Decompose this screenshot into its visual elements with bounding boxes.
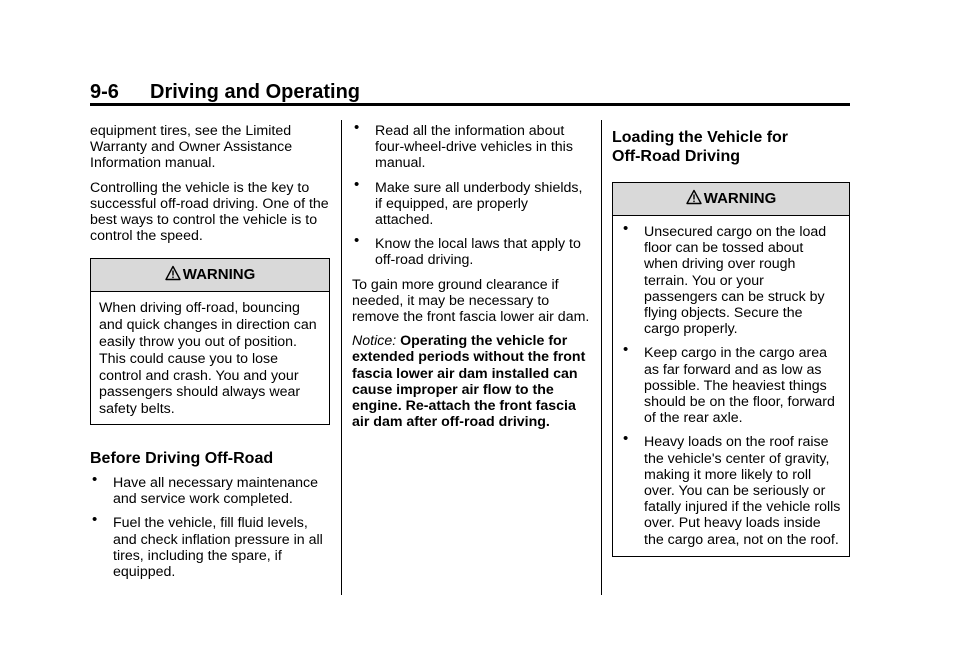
bullet-icon: • — [354, 119, 360, 136]
bullet-list — [621, 220, 841, 548]
section-heading: Before Driving Off-Road — [90, 450, 274, 467]
notice-label: Notice: — [352, 333, 397, 350]
bullet-list — [90, 471, 330, 581]
list-item-text: Keep cargo in the cargo area as far forward and as low as possible. The heaviest things should be on the floor, forward of the rear axle. — [644, 345, 835, 427]
warning-title: WARNING — [182, 266, 256, 284]
section-title: Driving and Operating — [150, 81, 361, 103]
warning-body — [613, 216, 849, 548]
page-number: 9-6 — [90, 81, 119, 103]
bullet-icon: • — [623, 220, 629, 237]
intro-paragraph: equipment tires, see the Limited Warranty and Owner Assistance Information manual. — [90, 123, 293, 172]
right-column — [612, 128, 852, 557]
warning-text: When driving off-road, bouncing and quick changes in direction can easily throw you out of position. This could cause you to lose control and crash. You and your passengers should always wear safety belts. — [99, 300, 317, 418]
list-item — [621, 220, 841, 338]
list-item-text: Make sure all underbody shields, if equipped, are properly attached. — [375, 179, 583, 229]
list-item-text: Heavy loads on the roof raise the vehicle's center of gravity, making it more likely to roll over. You can be seriously or fatally injured if the vehicle rolls over. Put heavy loads inside the cargo area, not on the roof. — [644, 434, 841, 548]
notice-text: Operating the vehicle for extended periods without the front fascia lower air dam installed can cause improper air flow to the engine. Re-attach the front fascia air dam after off-road driving. — [352, 333, 586, 431]
list-item-text: Read all the information about four-wheel-drive vehicles in this manual. — [375, 123, 573, 172]
middle-column — [352, 119, 590, 438]
bullet-icon: • — [354, 232, 360, 250]
warning-header — [613, 183, 849, 216]
bullet-icon: • — [92, 511, 98, 529]
warning-box — [612, 182, 850, 557]
warning-triangle-icon — [686, 189, 702, 205]
header-rule — [90, 103, 850, 106]
section-heading: Loading the Vehicle for Off-Road Driving — [612, 129, 789, 165]
left-column — [90, 123, 330, 588]
list-item — [90, 471, 330, 508]
list-item — [621, 341, 841, 427]
column-divider — [601, 120, 602, 595]
warning-box — [90, 258, 330, 425]
page-header — [90, 80, 360, 104]
list-item-text: Know the local laws that apply to off-road driving. — [375, 236, 581, 269]
list-item — [352, 175, 590, 229]
bullet-icon: • — [623, 341, 629, 359]
list-item — [352, 119, 590, 172]
list-item — [90, 511, 330, 581]
list-item-text: Unsecured cargo on the load floor can be tossed about when driving over rough terrain. You or your passengers can be struck by flying objects. Secure the cargo properly. — [644, 224, 827, 338]
notice-paragraph — [352, 333, 590, 430]
warning-triangle-icon — [165, 265, 181, 281]
intro-paragraph: Controlling the vehicle is the key to successful off-road driving. One of the best ways to control the vehicle is to control the speed. — [90, 179, 329, 245]
warning-title: WARNING — [703, 190, 777, 207]
list-item-text: Fuel the vehicle, fill fluid levels, and check inflation pressure in all tires, including the spare, if equipped. — [113, 515, 323, 581]
list-item — [352, 232, 590, 269]
paragraph: To gain more ground clearance if needed, it may be necessary to remove the front fascia lower air dam. — [352, 276, 590, 326]
list-item — [621, 430, 841, 548]
bullet-list — [352, 119, 590, 269]
column-divider — [341, 120, 342, 595]
warning-header — [91, 259, 329, 292]
bullet-icon: • — [92, 471, 98, 488]
bullet-icon: • — [354, 175, 360, 193]
bullet-icon: • — [623, 430, 629, 448]
list-item-text: Have all necessary maintenance and service work completed. — [113, 475, 319, 508]
